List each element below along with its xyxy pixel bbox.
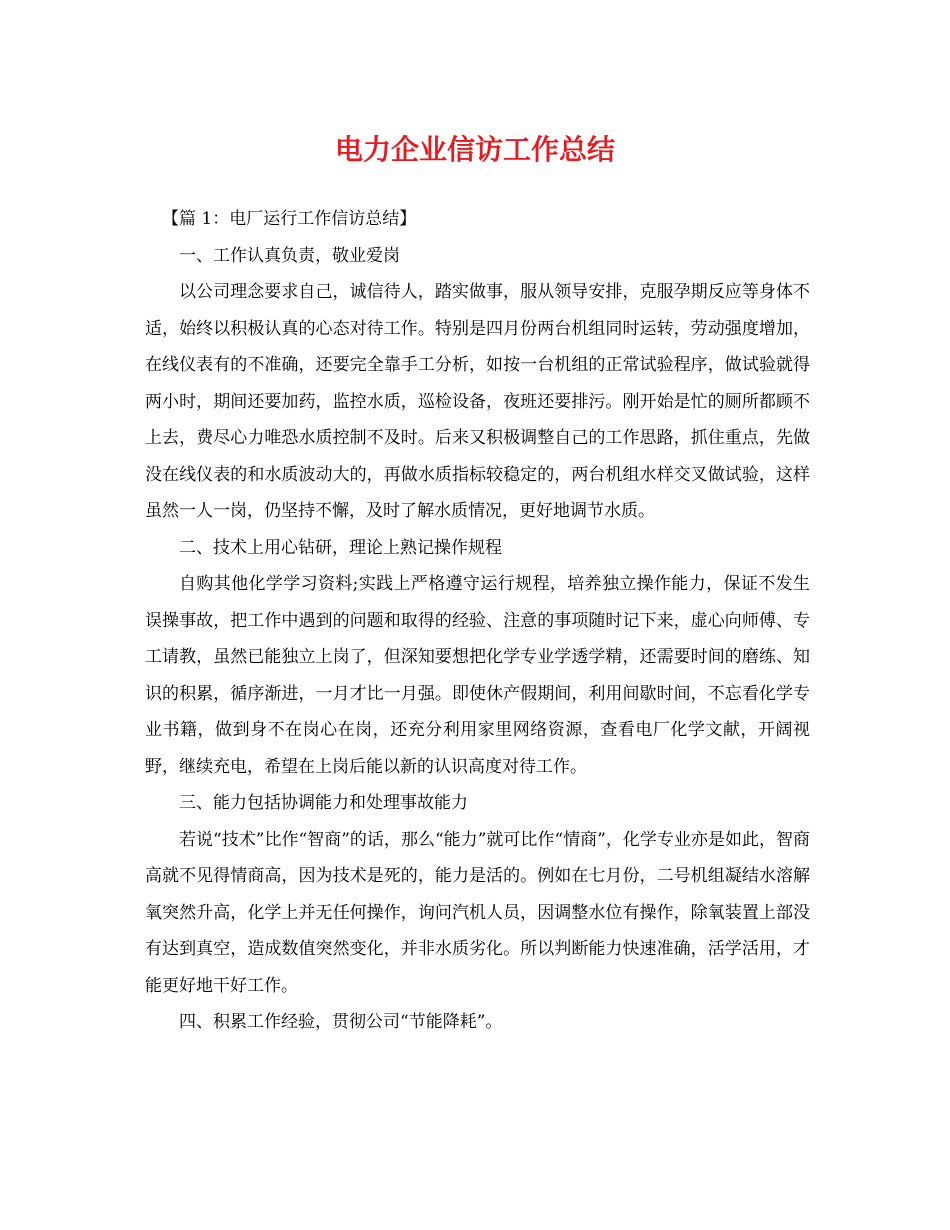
section-heading-1: 一、工作认真负责，敬业爱岗 (179, 245, 400, 266)
document-title: 电力企业信访工作总结 (334, 133, 615, 166)
section-paragraph-3: 若说“技术”比作“智商”的话，那么“能力”就可比作“情商”，化学专业亦是如此，智商高就不见得情商高，因为技术是死的，能力是活的。例如在七月份，二号机组凝结水溶解氧突然升高，化学上并无任何操作，询问汽机人员，因调整水位有操作，除氧装置上部没有达到真空，造成数值突然变化，并非水质劣化。所以判断能力快速准确，活学活用，才能更好地干好工作。 (145, 829, 810, 996)
section-paragraph-2: 自购其他化学学习资料;实践上严格遵守运行规程，培养独立操作能力，保证不发生误操事故，把工作中遇到的问题和取得的经验、注意的事项随时记下来，虚心向师傅、专工请教，虽然已能独立上岗了，但深知要想把化学专业学透学精，还需要时间的磨练、知识的积累，循序渐进，一月才比一月强。即使休产假期间，利用间歇时间，不忘看化学专业书籍，做到身不在岗心在岗，还充分利用家里网络资源，查看电厂化学文献，开阔视野，继续充电，希望在上岗后能以新的认识高度对待工作。 (145, 574, 810, 777)
chapter-label: 【篇 1：电厂运行工作信访总结】 (162, 209, 417, 229)
section-heading-2: 二、技术上用心钻研，理论上熟记操作规程 (179, 537, 502, 558)
document-body (145, 201, 810, 1041)
section-heading-4: 四、积累工作经验，贯彻公司“节能降耗”。 (179, 1012, 503, 1032)
section-paragraph-1: 以公司理念要求自己，诚信待人，踏实做事，服从领导安排，克服孕期反应等身体不适，始终以积极认真的心态对待工作。特别是四月份两台机组同时运转，劳动强度增加，在线仪表有的不准确，还要完全靠手工分析，如按一台机组的正常试验程序，做试验就得两小时，期间还要加药，监控水质，巡检设备，夜班还要排污。刚开始是忙的厕所都顾不上去，费尽心力唯恐水质控制不及时。后来又积极调整自己的工作思路，抓住重点，先做没在线仪表的和水质波动大的，再做水质指标较稳定的，两台机组水样交叉做试验，这样虽然一人一岗，仍坚持不懈，及时了解水质情况，更好地调节水质。 (145, 282, 810, 521)
section-heading-3: 三、能力包括协调能力和处理事故能力 (179, 793, 468, 813)
